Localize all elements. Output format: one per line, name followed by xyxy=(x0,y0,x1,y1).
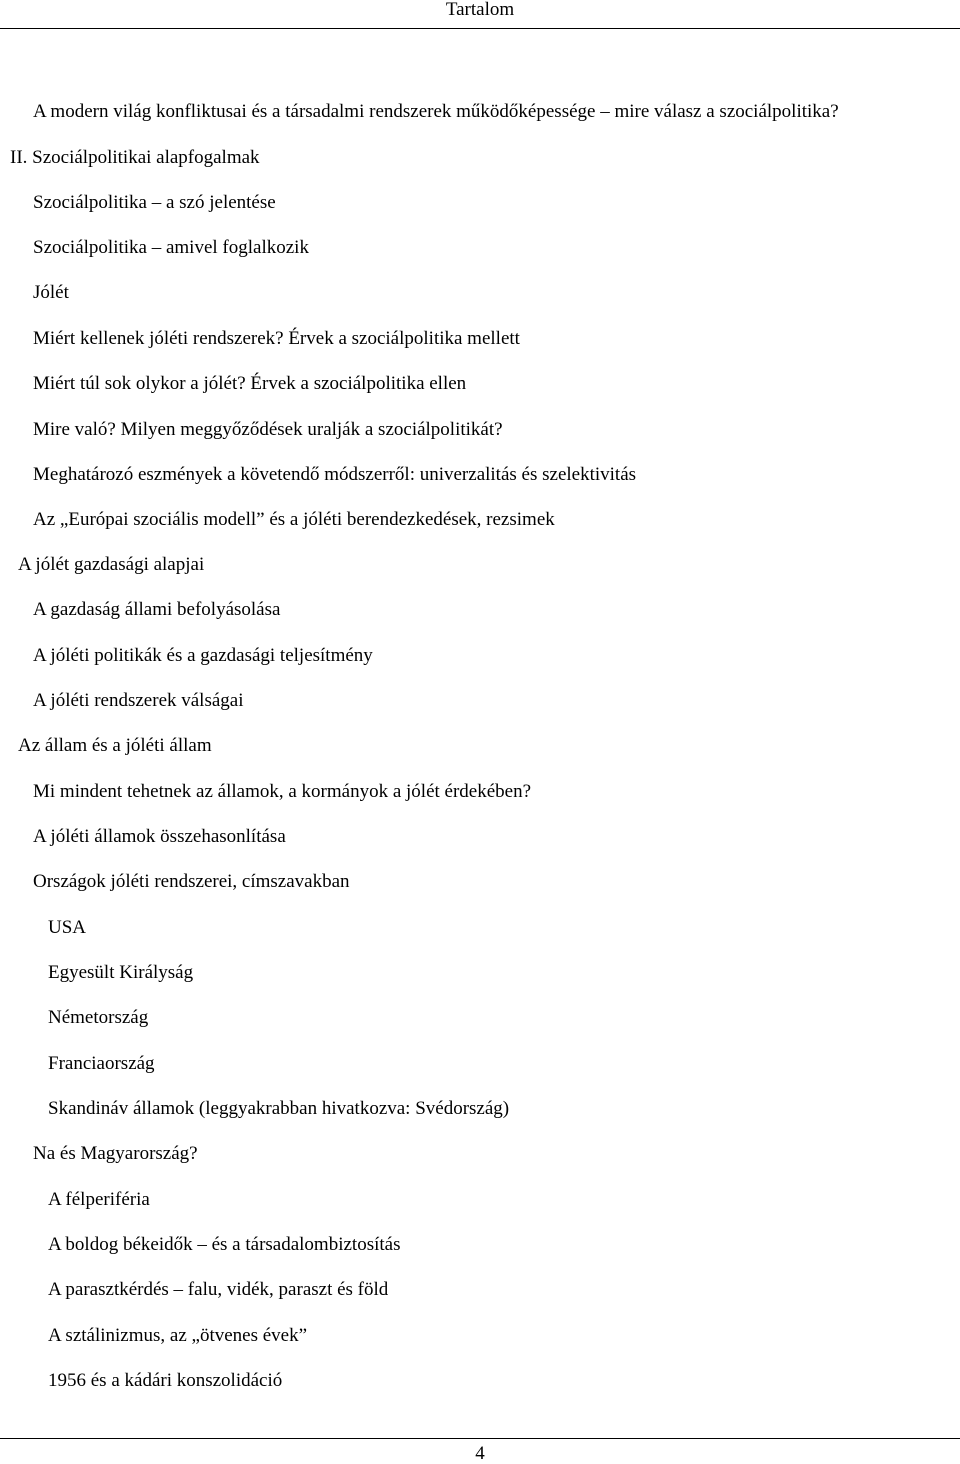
page-number: 4 xyxy=(475,1443,485,1464)
toc-entry: Az állam és a jóléti állam xyxy=(18,735,212,756)
toc-entry: Na és Magyarország? xyxy=(33,1143,198,1164)
toc-entry: A jólét gazdasági alapjai xyxy=(18,554,205,575)
toc-entry: A jóléti politikák és a gazdasági teljesítmény xyxy=(33,645,373,666)
toc-entry: A jóléti rendszerek válságai xyxy=(33,690,244,711)
toc-entry: Miért kellenek jóléti rendszerek? Érvek a szociálpolitika mellett xyxy=(33,328,520,349)
toc-entry: USA xyxy=(48,917,87,938)
page-header-title: Tartalom xyxy=(445,0,515,20)
toc-entry: Meghatározó eszmények a követendő módszerről: univerzalitás és szelektivitás xyxy=(33,464,637,485)
toc-entry: A jóléti államok összehasonlítása xyxy=(33,826,286,847)
toc-entry: Szociálpolitika – a szó jelentése xyxy=(33,192,276,213)
header-rule xyxy=(0,28,960,29)
toc-entry: Miért túl sok olykor a jólét? Érvek a szociálpolitika ellen xyxy=(33,373,467,394)
toc-entry: A modern világ konfliktusai és a társadalmi rendszerek működőképessége – mire válasz a szociálpolitika? xyxy=(33,101,839,122)
toc-entry: 1956 és a kádári konszolidáció xyxy=(48,1370,283,1391)
toc-entry: A parasztkérdés – falu, vidék, paraszt és föld xyxy=(48,1279,389,1300)
toc-entry: Skandináv államok (leggyakrabban hivatkozva: Svédország) xyxy=(48,1098,510,1119)
toc-entry: Jólét xyxy=(33,282,69,303)
toc-entry: Mi mindent tehetnek az államok, a kormányok a jólét érdekében? xyxy=(33,781,532,802)
toc-entry: II. Szociálpolitikai alapfogalmak xyxy=(10,147,260,168)
footer-rule xyxy=(0,1438,960,1439)
toc-entry: Országok jóléti rendszerei, címszavakban xyxy=(33,871,350,892)
toc-entry: A boldog békeidők – és a társadalombiztosítás xyxy=(48,1234,401,1255)
toc-entry: A sztálinizmus, az „ötvenes évek” xyxy=(48,1325,308,1346)
toc-entry: A félperiféria xyxy=(48,1189,150,1210)
toc-entry: A gazdaság állami befolyásolása xyxy=(33,599,281,620)
toc-entry: Franciaország xyxy=(48,1053,155,1074)
toc-entry: Szociálpolitika – amivel foglalkozik xyxy=(33,237,309,258)
toc-entry: Egyesült Királyság xyxy=(48,962,194,983)
toc-entry: Németország xyxy=(48,1007,149,1028)
toc-entry: Az „Európai szociális modell” és a jóléti berendezkedések, rezsimek xyxy=(33,509,555,530)
toc-entry: Mire való? Milyen meggyőződések uralják a szociálpolitikát? xyxy=(33,419,503,440)
